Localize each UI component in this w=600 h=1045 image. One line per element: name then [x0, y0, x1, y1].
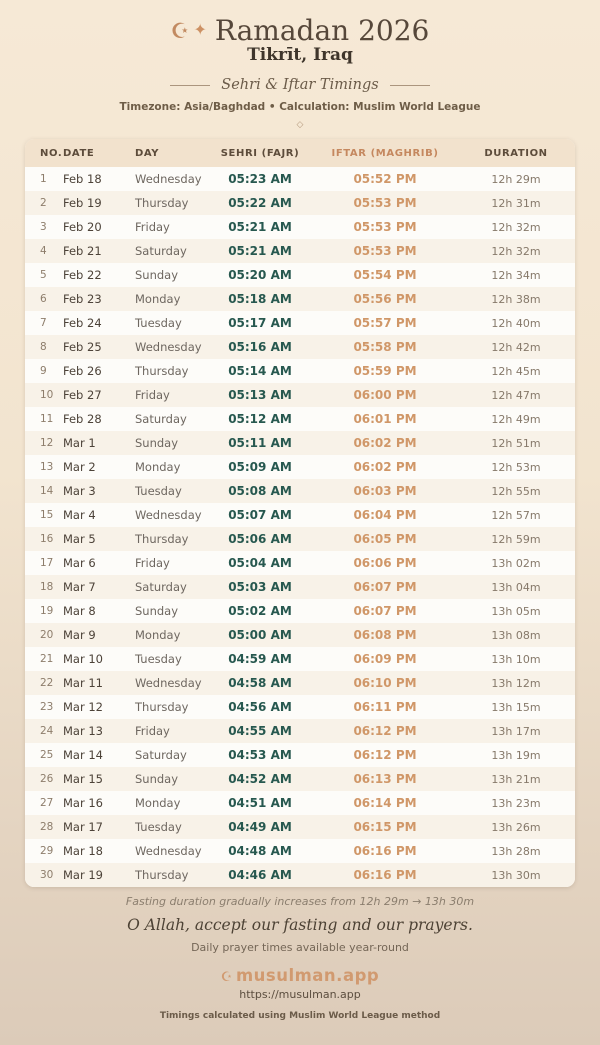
cell-no: 9 [40, 365, 47, 378]
cell-sehri: 05:13 AM [228, 388, 292, 403]
cell-day: Thursday [135, 196, 189, 211]
cell-sehri: 05:09 AM [228, 460, 292, 475]
table-row [25, 287, 575, 311]
cell-iftar: 05:53 PM [353, 196, 417, 211]
cell-no: 1 [40, 173, 47, 186]
cell-sehri: 04:58 AM [228, 676, 292, 691]
cell-date: Feb 26 [63, 364, 102, 379]
cell-duration: 13h 21m [491, 772, 541, 786]
cell-iftar: 06:09 PM [353, 652, 417, 667]
cell-duration: 13h 02m [491, 556, 541, 570]
cell-no: 30 [40, 869, 54, 882]
cell-duration: 13h 23m [491, 796, 541, 810]
cell-day: Tuesday [135, 316, 182, 331]
cell-duration: 12h 32m [491, 244, 541, 258]
cell-day: Thursday [135, 532, 189, 547]
cell-no: 21 [40, 653, 54, 666]
cell-no: 18 [40, 581, 54, 594]
cell-sehri: 05:04 AM [228, 556, 292, 571]
cell-iftar: 05:56 PM [353, 292, 417, 307]
table-row [25, 191, 575, 215]
cell-day: Tuesday [135, 652, 182, 667]
table-row [25, 719, 575, 743]
cell-no: 27 [40, 797, 54, 810]
cell-iftar: 06:04 PM [353, 508, 417, 523]
column-header-iftar: IFTAR (MAGHRIB) [313, 139, 457, 167]
subtitle-row [0, 77, 600, 93]
cell-day: Monday [135, 292, 181, 307]
table-row [25, 263, 575, 287]
cell-iftar: 06:07 PM [353, 580, 417, 595]
dua-quote: O Allah, accept our fasting and our prayers. [127, 916, 473, 935]
cell-sehri: 05:08 AM [228, 484, 292, 499]
cell-day: Friday [135, 724, 170, 739]
column-header-day: DAY [135, 139, 207, 167]
cell-duration: 12h 31m [491, 196, 541, 210]
cell-no: 3 [40, 221, 47, 234]
cell-date: Feb 20 [63, 220, 102, 235]
cell-duration: 12h 32m [491, 220, 541, 234]
cell-sehri: 05:07 AM [228, 508, 292, 523]
cell-duration: 12h 40m [491, 316, 541, 330]
cell-sehri: 05:21 AM [228, 220, 292, 235]
diamond-divider-icon: ◇ [296, 120, 304, 131]
cell-iftar: 06:16 PM [353, 868, 417, 883]
cell-no: 4 [40, 245, 47, 258]
cell-date: Mar 2 [63, 460, 96, 475]
cell-iftar: 06:03 PM [353, 484, 417, 499]
cell-no: 16 [40, 533, 54, 546]
cell-sehri: 05:16 AM [228, 340, 292, 355]
cell-duration: 13h 08m [491, 628, 541, 642]
cell-duration: 13h 28m [491, 844, 541, 858]
cell-day: Tuesday [135, 484, 182, 499]
cell-date: Mar 14 [63, 748, 103, 763]
sparkle-star-icon: ✦ [193, 20, 207, 39]
cell-sehri: 05:18 AM [228, 292, 292, 307]
cell-date: Feb 18 [63, 172, 102, 187]
table-row [25, 479, 575, 503]
cell-day: Thursday [135, 868, 189, 883]
table-row [25, 359, 575, 383]
table-row [25, 527, 575, 551]
table-row [25, 767, 575, 791]
cell-iftar: 06:00 PM [353, 388, 417, 403]
cell-duration: 12h 42m [491, 340, 541, 354]
cell-no: 6 [40, 293, 47, 306]
table-row [25, 383, 575, 407]
cell-day: Sunday [135, 268, 179, 283]
cell-date: Mar 9 [63, 628, 96, 643]
cell-iftar: 05:52 PM [353, 172, 417, 187]
cell-no: 19 [40, 605, 54, 618]
column-header-date: DATE [63, 139, 135, 167]
cell-iftar: 06:12 PM [353, 748, 417, 763]
table-row [25, 455, 575, 479]
cell-duration: 12h 29m [491, 172, 541, 186]
cell-sehri: 04:59 AM [228, 652, 292, 667]
cell-no: 14 [40, 485, 54, 498]
cell-date: Mar 8 [63, 604, 96, 619]
page-title [0, 15, 600, 47]
cell-day: Wednesday [135, 676, 202, 691]
cell-day: Wednesday [135, 340, 202, 355]
title-text: Ramadan 2026 [214, 14, 430, 47]
table-row [25, 551, 575, 575]
cell-sehri: 05:00 AM [228, 628, 292, 643]
cell-duration: 12h 51m [491, 436, 541, 450]
cell-sehri: 05:11 AM [228, 436, 292, 451]
cell-date: Feb 22 [63, 268, 102, 283]
cell-date: Mar 7 [63, 580, 96, 595]
cell-duration: 12h 34m [491, 268, 541, 282]
cell-sehri: 04:49 AM [228, 820, 292, 835]
cell-iftar: 06:12 PM [353, 724, 417, 739]
cell-no: 13 [40, 461, 54, 474]
subtitle-right-divider [390, 85, 430, 86]
availability-note: Daily prayer times available year-round [191, 941, 409, 955]
cell-date: Mar 1 [63, 436, 96, 451]
cell-no: 28 [40, 821, 54, 834]
cell-sehri: 05:21 AM [228, 244, 292, 259]
brand-logo [0, 966, 600, 985]
cell-no: 17 [40, 557, 54, 570]
table-row [25, 167, 575, 191]
cell-duration: 13h 12m [491, 676, 541, 690]
cell-date: Feb 23 [63, 292, 102, 307]
table-row [25, 623, 575, 647]
cell-day: Tuesday [135, 820, 182, 835]
table-row [25, 407, 575, 431]
column-header-duration: DURATION [457, 139, 575, 167]
cell-sehri: 04:46 AM [228, 868, 292, 883]
table-row [25, 647, 575, 671]
cell-duration: 13h 17m [491, 724, 541, 738]
cell-duration: 13h 15m [491, 700, 541, 714]
cell-sehri: 04:51 AM [228, 796, 292, 811]
cell-day: Monday [135, 796, 181, 811]
cell-no: 29 [40, 845, 54, 858]
cell-iftar: 05:53 PM [353, 220, 417, 235]
cell-duration: 12h 38m [491, 292, 541, 306]
duration-trend-note: Fasting duration gradually increases from 12h 29m → 13h 30m [125, 895, 475, 909]
page-footer [0, 895, 600, 1021]
cell-duration: 12h 49m [491, 412, 541, 426]
cell-iftar: 06:02 PM [353, 436, 417, 451]
cell-duration: 13h 04m [491, 580, 541, 594]
cell-day: Monday [135, 628, 181, 643]
cell-date: Feb 28 [63, 412, 102, 427]
cell-day: Sunday [135, 436, 179, 451]
location-title: Tikrīt, Iraq [247, 45, 353, 66]
cell-duration: 12h 59m [491, 532, 541, 546]
cell-sehri: 04:55 AM [228, 724, 292, 739]
cell-sehri: 05:22 AM [228, 196, 292, 211]
timings-table-body [25, 167, 575, 887]
cell-no: 23 [40, 701, 54, 714]
cell-date: Mar 4 [63, 508, 96, 523]
cell-no: 2 [40, 197, 47, 210]
table-row [25, 863, 575, 887]
cell-day: Wednesday [135, 172, 202, 187]
cell-sehri: 05:17 AM [228, 316, 292, 331]
table-row [25, 815, 575, 839]
cell-day: Saturday [135, 412, 187, 427]
page-header [0, 0, 600, 130]
timings-table [25, 139, 575, 887]
subtitle-text: Sehri & Iftar Timings [221, 77, 379, 94]
cell-duration: 12h 57m [491, 508, 541, 522]
cell-day: Wednesday [135, 844, 202, 859]
cell-day: Saturday [135, 748, 187, 763]
brand-url: https://musulman.app [239, 988, 361, 1002]
cell-date: Mar 17 [63, 820, 103, 835]
cell-duration: 13h 05m [491, 604, 541, 618]
table-row [25, 503, 575, 527]
cell-no: 12 [40, 437, 54, 450]
cell-date: Mar 15 [63, 772, 103, 787]
cell-duration: 13h 10m [491, 652, 541, 666]
cell-day: Sunday [135, 604, 179, 619]
cell-day: Thursday [135, 700, 189, 715]
cell-sehri: 05:02 AM [228, 604, 292, 619]
cell-date: Mar 6 [63, 556, 96, 571]
table-row [25, 839, 575, 863]
cell-date: Mar 3 [63, 484, 96, 499]
cell-sehri: 05:14 AM [228, 364, 292, 379]
cell-day: Thursday [135, 364, 189, 379]
column-header-no: NO. [25, 139, 63, 167]
table-row [25, 239, 575, 263]
cell-duration: 13h 19m [491, 748, 541, 762]
cell-date: Mar 13 [63, 724, 103, 739]
table-row [25, 215, 575, 239]
table-row [25, 743, 575, 767]
cell-duration: 12h 55m [491, 484, 541, 498]
cell-date: Mar 18 [63, 844, 103, 859]
crescent-moon-icon: ☪ [170, 19, 190, 43]
cell-iftar: 06:16 PM [353, 844, 417, 859]
cell-day: Saturday [135, 244, 187, 259]
cell-date: Feb 21 [63, 244, 102, 259]
cell-sehri: 05:12 AM [228, 412, 292, 427]
timezone-calculation-info: Timezone: Asia/Baghdad • Calculation: Muslim World League [119, 101, 481, 114]
cell-no: 26 [40, 773, 54, 786]
cell-iftar: 05:57 PM [353, 316, 417, 331]
cell-iftar: 06:02 PM [353, 460, 417, 475]
cell-date: Feb 19 [63, 196, 102, 211]
cell-sehri: 05:03 AM [228, 580, 292, 595]
cell-date: Feb 25 [63, 340, 102, 355]
cell-iftar: 05:53 PM [353, 244, 417, 259]
cell-no: 7 [40, 317, 47, 330]
cell-iftar: 05:59 PM [353, 364, 417, 379]
cell-iftar: 06:10 PM [353, 676, 417, 691]
calculation-method-note: Timings calculated using Muslim World League method [159, 1011, 441, 1022]
subtitle-left-divider [170, 85, 210, 86]
cell-sehri: 04:52 AM [228, 772, 292, 787]
brand-name: musulman.app [235, 966, 380, 986]
cell-iftar: 06:06 PM [353, 556, 417, 571]
cell-sehri: 05:23 AM [228, 172, 292, 187]
cell-no: 22 [40, 677, 54, 690]
cell-iftar: 05:54 PM [353, 268, 417, 283]
table-row [25, 431, 575, 455]
cell-duration: 12h 47m [491, 388, 541, 402]
cell-no: 10 [40, 389, 54, 402]
cell-no: 11 [40, 413, 54, 426]
cell-iftar: 05:58 PM [353, 340, 417, 355]
cell-sehri: 05:06 AM [228, 532, 292, 547]
cell-no: 24 [40, 725, 54, 738]
table-row [25, 599, 575, 623]
cell-no: 25 [40, 749, 54, 762]
cell-duration: 12h 45m [491, 364, 541, 378]
cell-iftar: 06:13 PM [353, 772, 417, 787]
cell-day: Monday [135, 460, 181, 475]
timings-card [25, 139, 575, 887]
cell-date: Feb 27 [63, 388, 102, 403]
cell-date: Mar 11 [63, 676, 103, 691]
table-header [25, 139, 575, 167]
cell-date: Mar 10 [63, 652, 103, 667]
cell-date: Feb 24 [63, 316, 102, 331]
cell-no: 5 [40, 269, 47, 282]
cell-iftar: 06:11 PM [353, 700, 417, 715]
cell-sehri: 05:20 AM [228, 268, 292, 283]
column-header-sehri: SEHRI (FAJR) [207, 139, 313, 167]
cell-date: Mar 12 [63, 700, 103, 715]
table-row [25, 335, 575, 359]
cell-no: 8 [40, 341, 47, 354]
table-row [25, 311, 575, 335]
cell-iftar: 06:07 PM [353, 604, 417, 619]
cell-iftar: 06:15 PM [353, 820, 417, 835]
table-row [25, 791, 575, 815]
cell-day: Wednesday [135, 508, 202, 523]
cell-no: 20 [40, 629, 54, 642]
cell-date: Mar 5 [63, 532, 96, 547]
cell-no: 15 [40, 509, 54, 522]
cell-iftar: 06:14 PM [353, 796, 417, 811]
cell-date: Mar 16 [63, 796, 103, 811]
cell-day: Saturday [135, 580, 187, 595]
cell-iftar: 06:05 PM [353, 532, 417, 547]
cell-duration: 13h 30m [491, 868, 541, 882]
cell-iftar: 06:08 PM [353, 628, 417, 643]
cell-day: Friday [135, 556, 170, 571]
cell-sehri: 04:53 AM [228, 748, 292, 763]
cell-day: Friday [135, 388, 170, 403]
cell-sehri: 04:56 AM [228, 700, 292, 715]
cell-day: Friday [135, 220, 170, 235]
table-row [25, 671, 575, 695]
brand-crescent-icon: ☪ [220, 970, 233, 986]
cell-duration: 12h 53m [491, 460, 541, 474]
cell-date: Mar 19 [63, 868, 103, 883]
cell-day: Sunday [135, 772, 179, 787]
cell-sehri: 04:48 AM [228, 844, 292, 859]
table-row [25, 575, 575, 599]
cell-iftar: 06:01 PM [353, 412, 417, 427]
cell-duration: 13h 26m [491, 820, 541, 834]
table-row [25, 695, 575, 719]
